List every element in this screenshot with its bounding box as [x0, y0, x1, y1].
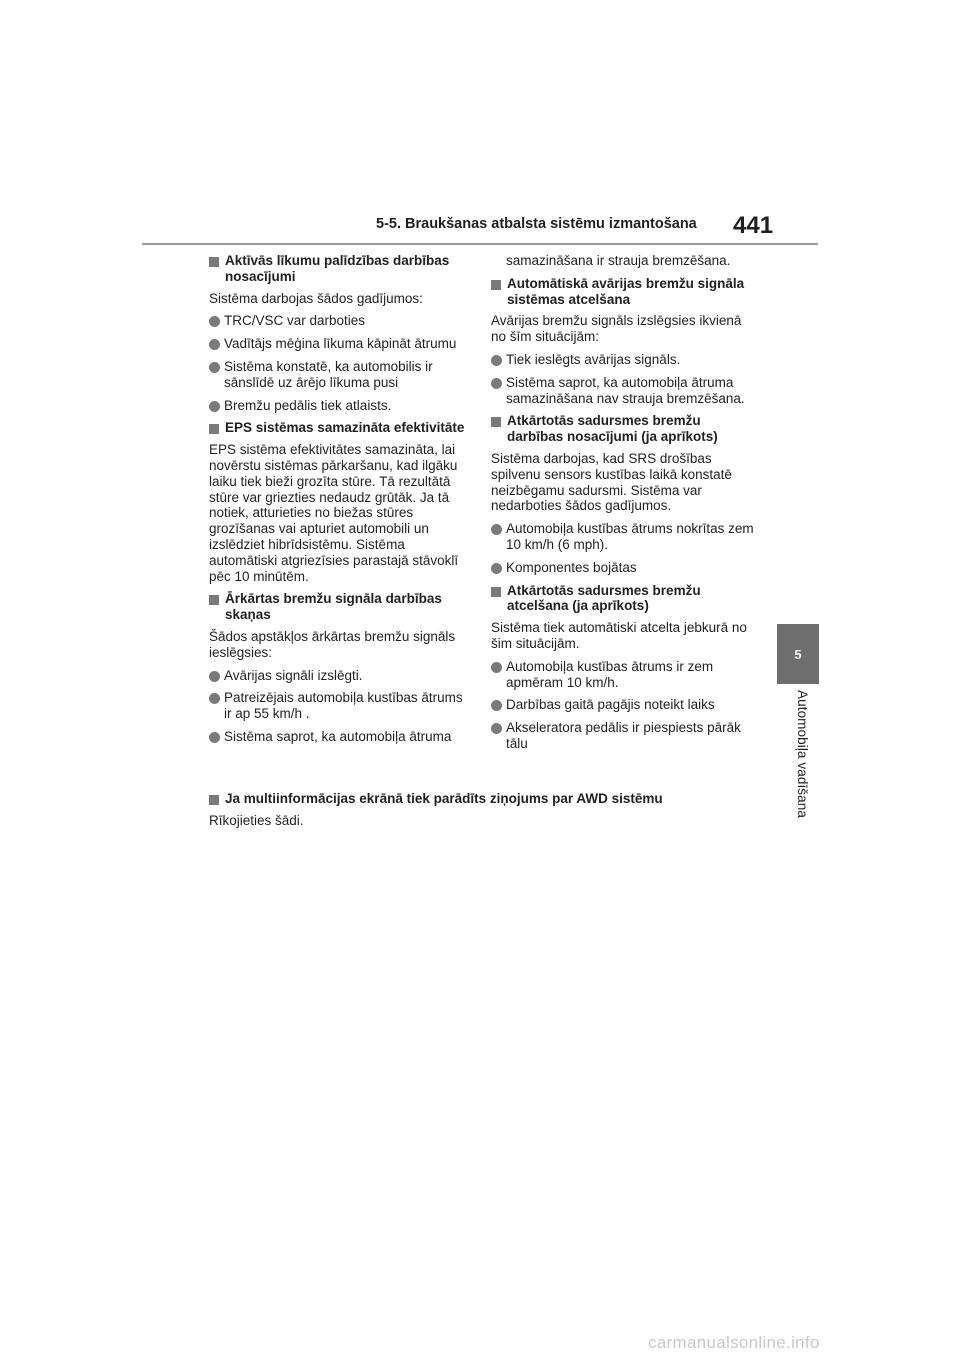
circle-bullet-icon	[491, 524, 502, 535]
right-column	[491, 253, 756, 759]
square-bullet-icon	[491, 417, 501, 427]
section-heading: Ārkārtas bremžu signāla darbības skaņas	[209, 591, 471, 623]
list-item-continuation: samazināšana ir strauja bremzēšana.	[506, 253, 731, 268]
paragraph: Šādos apstākļos ārkārtas bremžu signāls ieslēgsies:	[209, 628, 456, 660]
circle-bullet-icon	[209, 339, 220, 350]
list-item: Tiek ieslēgts avārijas signāls.	[491, 352, 756, 368]
square-bullet-icon	[491, 280, 501, 290]
section-heading: Automātiskā avārijas bremžu signāla sistēmas atcelšana	[491, 276, 756, 308]
circle-bullet-icon	[209, 693, 220, 704]
circle-bullet-icon	[491, 723, 502, 734]
circle-bullet-icon	[209, 362, 220, 373]
circle-bullet-icon	[209, 671, 220, 682]
square-bullet-icon	[209, 795, 219, 805]
square-bullet-icon	[209, 424, 219, 434]
list-item: Darbības gaitā pagājis noteikt laiks	[491, 697, 756, 713]
page-number: 441	[733, 212, 774, 239]
section-heading: Aktīvās līkumu palīdzības darbības nosacījumi	[209, 253, 471, 285]
left-column	[209, 253, 471, 752]
chapter-tab[interactable]	[777, 624, 819, 684]
watermark: carmanualsonline.info	[648, 1333, 820, 1352]
square-bullet-icon	[209, 257, 219, 267]
paragraph: EPS sistēma efektivitātes samazināta, lai novērstu sistēmas pārkaršanu, kad ilgāku laiku tiek bieži grozīta stūre. Tā rezultātā stūre var griezties nedaudz grūtāk. Ja tā notiek, atturieties no biežas stūres grozīšanas vai apturiet automobili un izslēdziet hibrīdsistēmu. Sistēma automātiski atgriezīsies parastajā stāvoklī pēc 10 minūtēm.	[209, 442, 459, 584]
section-heading: Atkārtotās sadursmes bremžu darbības nosacījumi (ja aprīkots)	[491, 413, 756, 445]
circle-bullet-icon	[491, 378, 502, 389]
square-bullet-icon	[491, 587, 501, 597]
list-item: Bremžu pedālis tiek atlaists.	[209, 398, 471, 414]
full-width-section	[209, 791, 769, 836]
paragraph: Sistēma darbojas šādos gadījumos:	[209, 290, 423, 306]
paragraph: Avārijas bremžu signāls izslēgsies ikvienā no šīm situācijām:	[491, 313, 742, 345]
list-item: TRC/VSC var darboties	[209, 313, 471, 329]
list-item: Avārijas signāli izslēgti.	[209, 668, 471, 684]
circle-bullet-icon	[491, 563, 502, 574]
circle-bullet-icon	[209, 316, 220, 327]
paragraph: Sistēma darbojas, kad SRS drošības spilvenu sensors kustības laikā konstatē neizbēgamu sadursmi. Sistēma var nedarboties šādos gadījumos.	[491, 450, 732, 514]
chapter-title: Automobiļa vadīšana	[795, 690, 810, 818]
circle-bullet-icon	[209, 401, 220, 412]
chapter-number: 5	[794, 646, 802, 662]
section-title: 5-5. Braukšanas atbalsta sistēmu izmantošana	[376, 216, 697, 232]
list-item: Automobiļa kustības ātrums ir zem apmēram 10 km/h.	[491, 659, 756, 691]
square-bullet-icon	[209, 595, 219, 605]
header-divider	[142, 243, 818, 245]
list-item: Sistēma konstatē, ka automobilis ir sānslīdē uz ārējo līkuma pusi	[209, 359, 471, 391]
list-item: Automobiļa kustības ātrums nokrītas zem 10 km/h (6 mph).	[491, 521, 756, 553]
list-item: Sistēma saprot, ka automobiļa ātruma	[209, 729, 471, 745]
section-heading: Ja multiinformācijas ekrānā tiek parādīts ziņojums par AWD sistēmu	[209, 791, 769, 807]
section-heading: Atkārtotās sadursmes bremžu atcelšana (ja aprīkots)	[491, 583, 756, 615]
list-item: Sistēma saprot, ka automobiļa ātruma samazināšana nav strauja bremzēšana.	[491, 375, 756, 407]
circle-bullet-icon	[491, 662, 502, 673]
circle-bullet-icon	[491, 700, 502, 711]
paragraph: Sistēma tiek automātiski atcelta jebkurā no šim situācijām.	[491, 620, 747, 651]
list-item: Vadītājs mēģina līkuma kāpināt ātrumu	[209, 336, 471, 352]
circle-bullet-icon	[209, 732, 220, 743]
list-item: Akseleratora pedālis ir piespiests pārāk tālu	[491, 720, 756, 752]
paragraph: Rīkojieties šādi.	[209, 812, 304, 828]
circle-bullet-icon	[491, 355, 502, 366]
list-item: Patreizējais automobiļa kustības ātrums ir ap 55 km/h .	[209, 690, 471, 722]
list-item: Komponentes bojātas	[491, 560, 756, 576]
section-heading: EPS sistēmas samazināta efektivitāte	[209, 420, 471, 436]
